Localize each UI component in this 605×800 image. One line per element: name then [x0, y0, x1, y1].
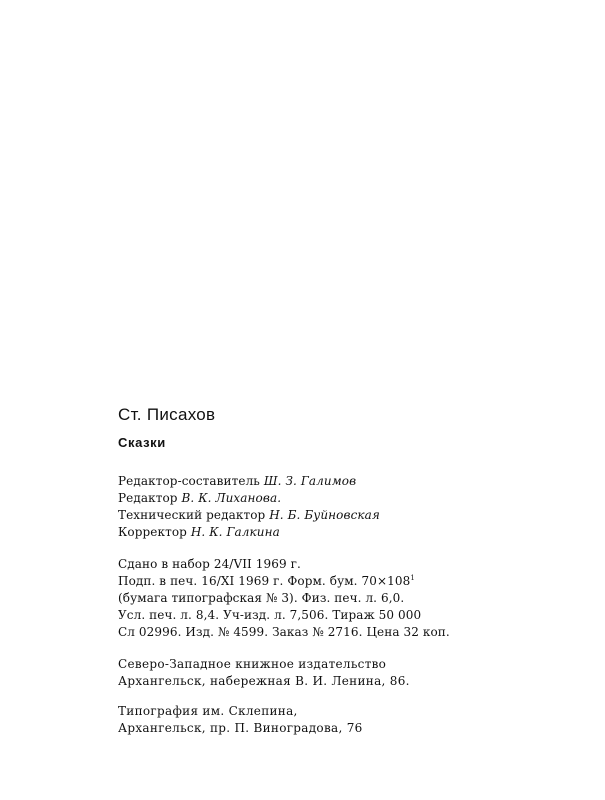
- credit-line-proofreader: [118, 524, 588, 541]
- credits-block: [118, 473, 588, 541]
- credit-line-compiler: [118, 473, 588, 490]
- order-price: Сл 02996. Изд. № 4599. Заказ № 2716. Цена 32 коп.: [118, 625, 450, 639]
- publisher-block: [118, 656, 588, 690]
- signed-for-print-text: Подп. в печ. 16/XI 1969 г. Форм. бум. 70×108: [118, 574, 411, 588]
- printer-address: Архангельск, пр. П. Виноградова, 76: [118, 721, 363, 735]
- printer-block: [118, 703, 588, 737]
- print-run: Усл. печ. л. 8,4. Уч-изд. л. 7,506. Тираж 50 000: [118, 608, 422, 622]
- printer-name: Типография им. Склепина,: [118, 704, 298, 718]
- credit-name: В. К. Лиханова.: [181, 491, 282, 505]
- credit-name: Ш. З. Галимов: [263, 474, 357, 488]
- credit-role: Редактор-составитель: [118, 474, 260, 488]
- paper-type: (бумага типографская № 3). Физ. печ. л. 6,0.: [118, 591, 405, 605]
- colophon: [118, 404, 588, 737]
- signed-for-print: [118, 573, 588, 590]
- publisher-name: Северо-Западное книжное издательство: [118, 657, 387, 671]
- typesetting-date: Сдано в набор 24/VII 1969 г.: [118, 557, 301, 571]
- format-superscript: 1: [410, 574, 415, 582]
- credit-line-tech-editor: [118, 507, 588, 524]
- print-details-block: [118, 556, 588, 641]
- credit-line-editor: [118, 490, 588, 507]
- book-author: Ст. Писахов: [118, 405, 216, 424]
- credit-name: Н. К. Галкина: [190, 525, 280, 539]
- publisher-address: Архангельск, набережная В. И. Ленина, 86.: [118, 674, 410, 688]
- credit-role: Корректор: [118, 525, 187, 539]
- book-title: Сказки: [118, 435, 166, 450]
- credit-role: Редактор: [118, 491, 178, 505]
- credit-name: Н. Б. Буйновская: [269, 508, 380, 522]
- credit-role: Технический редактор: [118, 508, 266, 522]
